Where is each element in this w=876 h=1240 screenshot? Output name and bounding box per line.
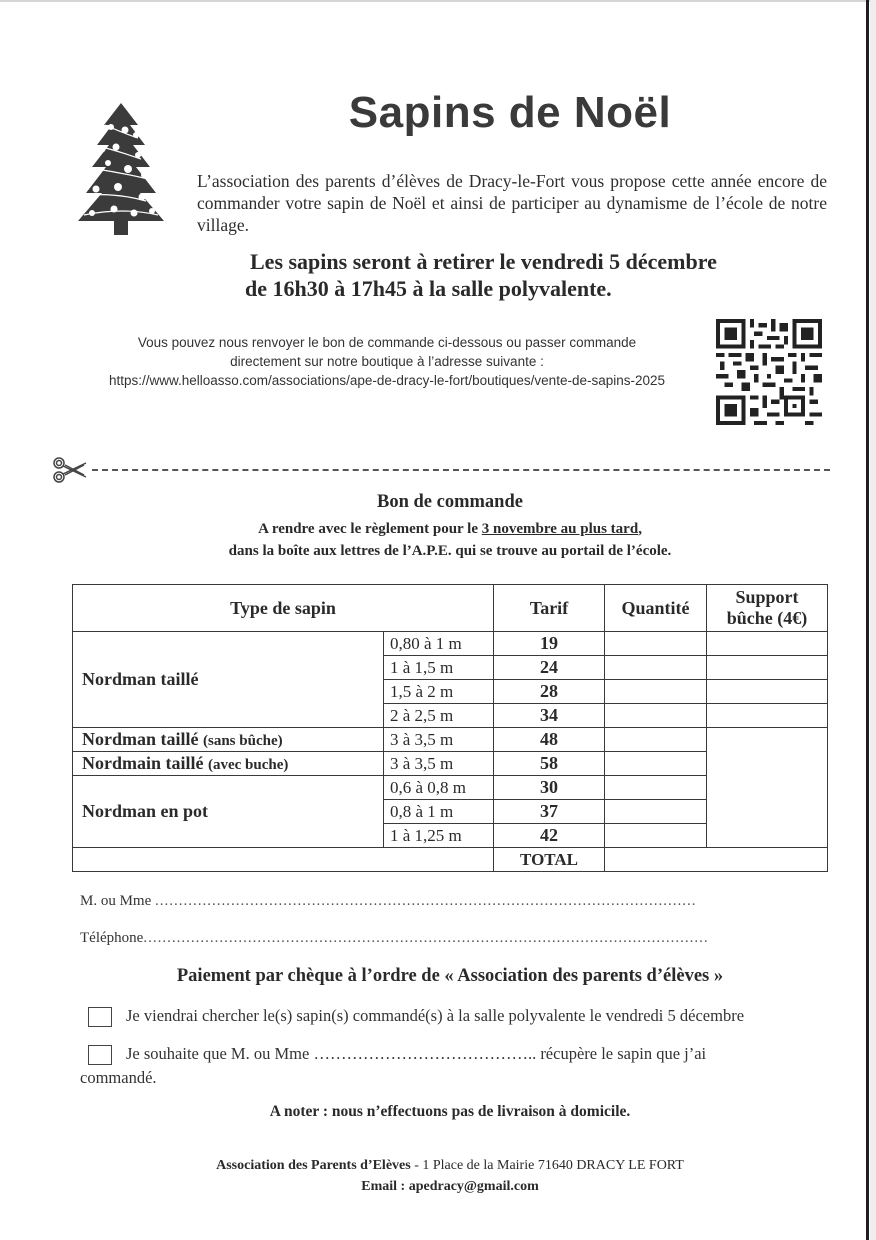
quantity-input[interactable]	[605, 680, 707, 704]
phone-label: Téléphone	[80, 930, 144, 946]
total-row	[73, 848, 828, 872]
price-cell: 37	[494, 800, 605, 824]
online-line-2: directement sur notre boutique à l’adresse suivante :	[230, 354, 544, 369]
deadline: 3 novembre au plus tard	[481, 521, 639, 537]
delegate-pickup-checkbox[interactable]	[88, 1045, 112, 1065]
intro-paragraph: L’association des parents d’élèves de Dracy-le-Fort vous propose cette année encore de commander votre sapin de Noël et ainsi de participer au dynamisme de l’école de notre village.	[197, 171, 827, 235]
price-cell: 58	[494, 752, 605, 776]
order-form-title: Bon de commande	[377, 492, 523, 512]
online-order-info	[78, 333, 696, 390]
cut-dashes	[92, 469, 830, 471]
scan-edge-right	[866, 0, 869, 1240]
option-delegate-pickup	[80, 1042, 828, 1090]
header-price: Tarif	[494, 585, 605, 632]
size-cell: 3 à 3,5 m	[384, 728, 494, 752]
support-input[interactable]	[707, 680, 828, 704]
price-cell: 24	[494, 656, 605, 680]
quantity-input[interactable]	[605, 656, 707, 680]
footer-org: Association des Parents d’Elèves	[216, 1158, 411, 1173]
cut-line	[52, 455, 832, 485]
payment-instructions: Paiement par chèque à l’ordre de « Association des parents d’élèves »	[176, 966, 724, 986]
pickup-info	[230, 248, 790, 302]
size-cell: 3 à 3,5 m	[384, 752, 494, 776]
size-cell: 1,5 à 2 m	[384, 680, 494, 704]
scissors-icon	[52, 455, 88, 485]
phone-field[interactable]	[80, 930, 810, 947]
shop-url-link[interactable]: https://www.helloasso.com/associations/ape-de-dracy-le-fort/boutiques/vente-de-sapins-2025	[108, 373, 666, 388]
size-cell: 0,80 à 1 m	[384, 632, 494, 656]
online-line-1: Vous pouvez nous renvoyer le bon de commande ci-dessous ou passer commande	[137, 335, 637, 350]
total-empty-cell	[73, 848, 494, 872]
footer-address: - 1 Place de la Mairie 71640 DRACY LE FORT	[410, 1158, 684, 1173]
price-cell: 42	[494, 824, 605, 848]
tree-type-name: Nordmain taillé	[82, 753, 208, 773]
tree-type	[73, 728, 384, 752]
table-header-row	[73, 585, 828, 632]
table-row	[73, 728, 828, 752]
quantity-input[interactable]	[605, 800, 707, 824]
footer-email[interactable]: Email : apedracy@gmail.com	[361, 1179, 539, 1194]
total-input[interactable]	[605, 848, 828, 872]
size-cell: 0,6 à 0,8 m	[384, 776, 494, 800]
delegate-name-dots[interactable]: …………………………………..	[313, 1044, 541, 1063]
tree-type	[73, 632, 384, 728]
support-merged-cell	[707, 728, 828, 848]
instruction-prefix: A rendre avec le règlement pour le	[258, 521, 482, 537]
instruction-comma: ,	[638, 521, 642, 537]
tree-type-note: (avec buche)	[208, 757, 289, 773]
delegate-continuation: commandé.	[80, 1068, 157, 1087]
scan-edge-top	[0, 0, 876, 2]
header-support	[707, 585, 828, 632]
pickup-time-place: de 16h30 à 17h45 à la salle polyvalente.	[245, 276, 612, 301]
quantity-input[interactable]	[605, 632, 707, 656]
support-input[interactable]	[707, 632, 828, 656]
tree-type-name: Nordman taillé	[82, 669, 199, 689]
quantity-input[interactable]	[605, 728, 707, 752]
page-title: Sapins de Noël	[348, 88, 672, 137]
tree-type-name: Nordman en pot	[82, 801, 209, 821]
footer	[120, 1155, 780, 1197]
qr-code-icon[interactable]	[716, 319, 822, 425]
price-cell: 48	[494, 728, 605, 752]
name-field[interactable]	[80, 893, 810, 910]
name-label: M. ou Mme	[80, 893, 155, 909]
quantity-input[interactable]	[605, 752, 707, 776]
order-form-instructions	[120, 518, 780, 562]
quantity-input[interactable]	[605, 776, 707, 800]
option-self-pickup	[88, 1004, 828, 1028]
self-pickup-checkbox[interactable]	[88, 1007, 112, 1027]
quantity-input[interactable]	[605, 704, 707, 728]
price-cell: 19	[494, 632, 605, 656]
price-cell: 28	[494, 680, 605, 704]
tree-type	[73, 752, 384, 776]
tree-type-note: (sans bûche)	[203, 733, 283, 749]
size-cell: 2 à 2,5 m	[384, 704, 494, 728]
delegate-prefix: Je souhaite que M. ou Mme	[126, 1044, 314, 1063]
phone-dots[interactable]: .......................................................................................................................	[143, 930, 709, 946]
tree-type	[73, 776, 384, 848]
header-type: Type de sapin	[73, 585, 494, 632]
pickup-date: Les sapins seront à retirer le vendredi 5 décembre	[250, 249, 717, 274]
support-input[interactable]	[707, 656, 828, 680]
size-cell: 1 à 1,25 m	[384, 824, 494, 848]
table-row	[73, 632, 828, 656]
instruction-line-2: dans la boîte aux lettres de l’A.P.E. qui se trouve au portail de l’école.	[228, 543, 672, 559]
support-input[interactable]	[707, 704, 828, 728]
delegate-suffix: récupère le sapin que j’ai	[540, 1044, 707, 1063]
header-support-line-2: bûche (4€)	[726, 608, 808, 628]
header-support-line-1: Support	[735, 587, 799, 607]
tree-type-name: Nordman taillé	[82, 729, 203, 749]
self-pickup-label: Je viendrai chercher le(s) sapin(s) commandé(s) à la salle polyvalente le vendredi 5 décembre	[126, 1006, 745, 1025]
no-delivery-note: A noter : nous n’effectuons pas de livraison à domicile.	[269, 1103, 631, 1120]
quantity-input[interactable]	[605, 824, 707, 848]
header-quantity: Quantité	[605, 585, 707, 632]
scan-margin-right	[870, 0, 876, 1240]
price-cell: 34	[494, 704, 605, 728]
size-cell: 1 à 1,5 m	[384, 656, 494, 680]
price-cell: 30	[494, 776, 605, 800]
order-table	[72, 584, 828, 872]
size-cell: 0,8 à 1 m	[384, 800, 494, 824]
total-label: TOTAL	[494, 848, 605, 872]
name-dots[interactable]: ..................................................................................................................	[155, 893, 697, 909]
christmas-tree-icon	[78, 103, 164, 235]
